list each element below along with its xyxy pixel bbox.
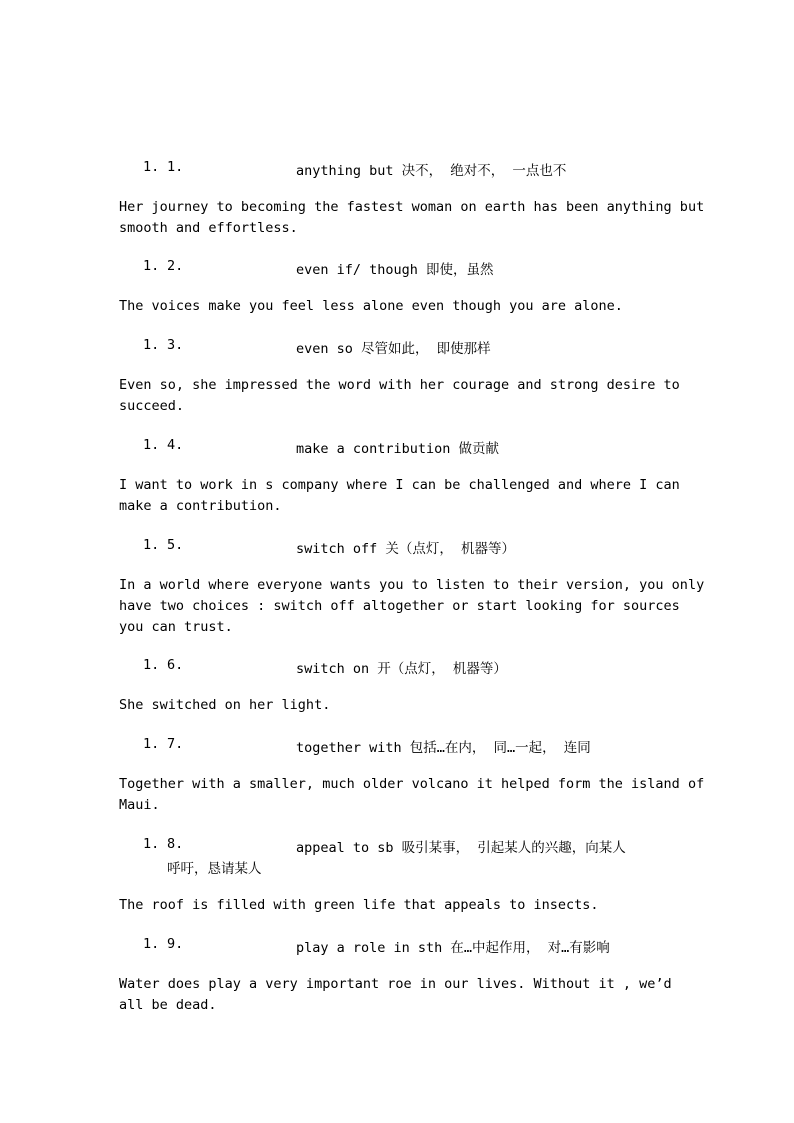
example-line: The roof is filled with green life that appeals to insects. (119, 897, 599, 913)
example-sentence (119, 974, 679, 1016)
phrase-definition: even if/ though 即使，虽然 (296, 262, 494, 278)
item-number: 1. (167, 159, 184, 175)
list-number: 1. (143, 537, 160, 553)
list-number: 1. (143, 258, 160, 274)
item-number: 3. (167, 337, 184, 353)
phrase-definition-continued: 呼吁，恳请某人 (167, 861, 262, 877)
phrase-definition: switch on 开（点灯， 机器等） (296, 661, 507, 677)
phrase-definition: even so 尽管如此， 即使那样 (296, 341, 491, 357)
list-number: 1. (143, 736, 160, 752)
example-line: smooth and effortless. (119, 220, 298, 236)
example-sentence (119, 475, 679, 517)
item-number: 6. (167, 657, 184, 673)
list-number: 1. (143, 159, 160, 175)
example-sentence (119, 296, 679, 317)
example-line: Together with a smaller, much older volcano it helped form the island of (119, 776, 705, 792)
item-number: 2. (167, 258, 184, 274)
item-number: 9. (167, 936, 184, 952)
example-line: I want to work in s company where I can be challenged and where I can (119, 477, 680, 493)
phrase-definition: appeal to sb 吸引某事， 引起某人的兴趣，向某人 (296, 840, 626, 856)
example-line: Her journey to becoming the fastest woman on earth has been anything but (119, 199, 705, 215)
example-sentence (119, 375, 679, 417)
phrase-definition: switch off 关（点灯， 机器等） (296, 541, 516, 557)
example-sentence (119, 774, 705, 816)
example-sentence (119, 575, 705, 638)
example-sentence (119, 197, 705, 239)
example-line: Maui. (119, 797, 160, 813)
item-number: 5. (167, 537, 184, 553)
item-number: 4. (167, 437, 184, 453)
phrase-definition: play a role in sth 在…中起作用， 对…有影响 (296, 940, 610, 956)
example-line: make a contribution. (119, 498, 282, 514)
example-line: The voices make you feel less alone even though you are alone. (119, 298, 623, 314)
example-line: She switched on her light. (119, 697, 331, 713)
item-number: 7. (167, 736, 184, 752)
example-line: you can trust. (119, 619, 233, 635)
example-line: Water does play a very important roe in our lives. Without it , we’d (119, 976, 672, 992)
example-line: succeed. (119, 398, 185, 414)
phrase-definition: make a contribution 做贡献 (296, 441, 500, 457)
list-number: 1. (143, 437, 160, 453)
phrase-definition: together with 包括…在内， 同…一起， 连同 (296, 740, 591, 756)
example-line: have two choices : switch off altogether or start looking for sources (119, 598, 680, 614)
list-number: 1. (143, 836, 160, 852)
list-number: 1. (143, 657, 160, 673)
item-number: 8. (167, 836, 184, 852)
list-number: 1. (143, 936, 160, 952)
example-line: all be dead. (119, 997, 217, 1013)
list-number: 1. (143, 337, 160, 353)
example-sentence (119, 895, 679, 916)
example-line: In a world where everyone wants you to listen to their version, you only (119, 577, 705, 593)
example-line: Even so, she impressed the word with her courage and strong desire to (119, 377, 680, 393)
example-sentence (119, 695, 679, 716)
phrase-definition: anything but 决不， 绝对不， 一点也不 (296, 163, 567, 179)
